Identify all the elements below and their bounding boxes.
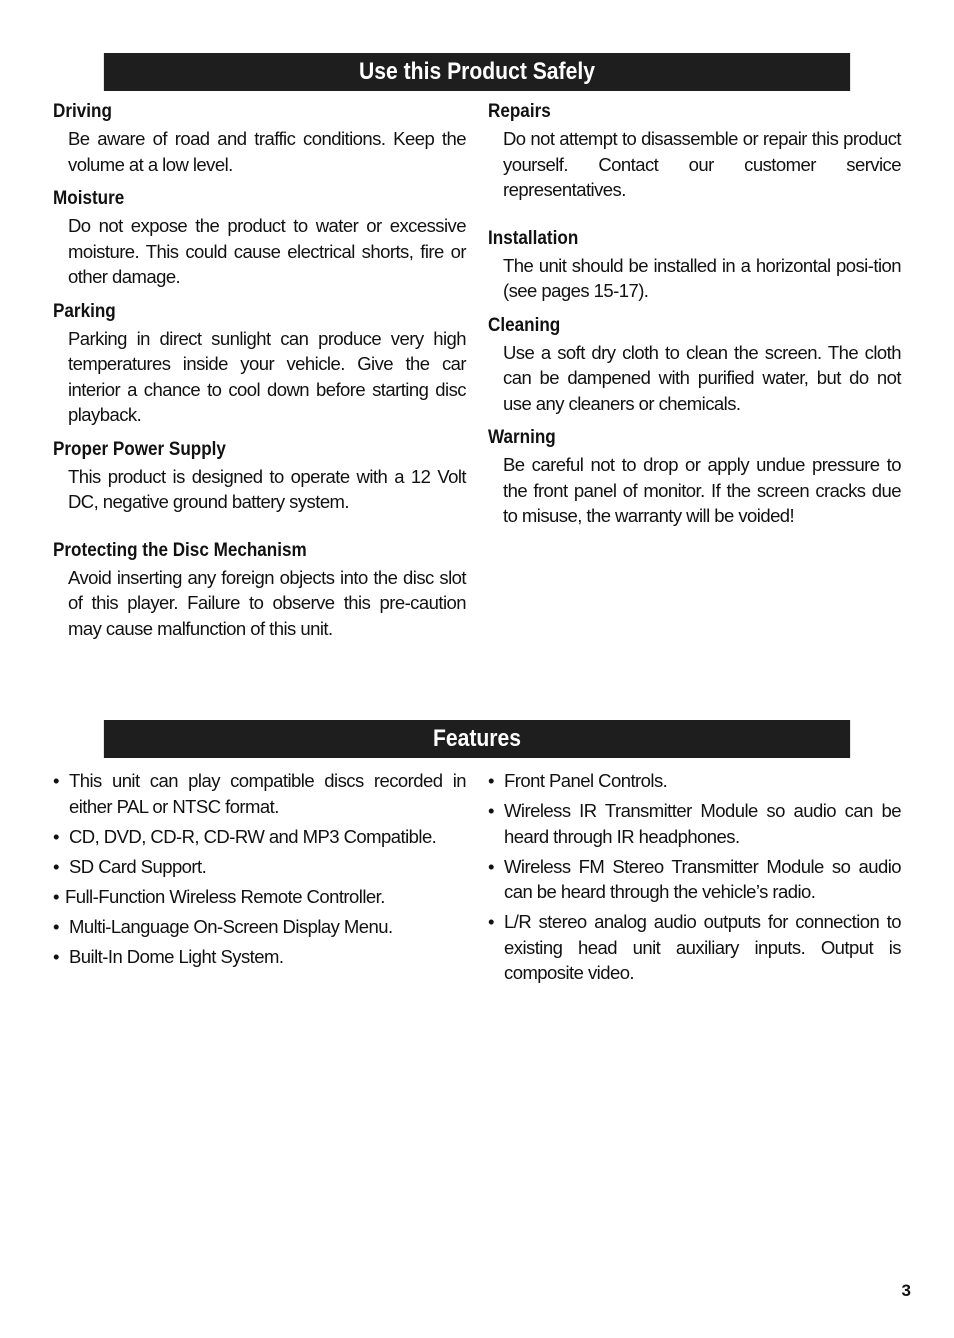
section-title: Protecting the Disc Mechanism [53, 539, 307, 561]
list-item [488, 854, 901, 905]
section-body: Do not expose the product to water or excessive moisture. This could cause electrical shorts, fire or other damage. [68, 215, 466, 287]
moisture-section [53, 188, 466, 290]
feature-text: CD, DVD, CD-R, CD-RW and MP3 Compatible. [69, 825, 437, 847]
bullet-icon: • [53, 945, 59, 967]
section-title: Proper Power Supply [53, 438, 226, 460]
bullet-icon: • [53, 770, 59, 791]
safety-left-column [53, 101, 466, 641]
safety-heading: Use this Product Safely [104, 53, 850, 91]
list-item [488, 798, 901, 849]
disc-mechanism-section [53, 540, 466, 642]
section-body: Be aware of road and traffic conditions. Keep the volume at a low level. [68, 128, 466, 175]
driving-section [53, 101, 466, 177]
section-title: Parking [53, 300, 116, 322]
section-body: Parking in direct sunlight can produce very high temperatures inside your vehicle. Give the car interior a chance to cool down before starting disc playback. [68, 327, 466, 425]
list-item [488, 768, 901, 794]
list-item [53, 884, 466, 910]
section-title: Warning [488, 427, 556, 448]
section-title: Repairs [488, 101, 551, 122]
feature-text: Wireless IR Transmitter Module so audio can be heard through IR headphones. [504, 800, 901, 847]
list-item [53, 824, 466, 850]
features-heading: Features [104, 720, 850, 758]
section-body: Use a soft dry cloth to clean the screen. The cloth can be dampened with purified water, but do not use any cleaners or chemicals. [503, 341, 901, 414]
repairs-section [488, 101, 901, 203]
parking-section [53, 301, 466, 428]
list-item [53, 854, 466, 880]
feature-text: L/R stereo analog audio outputs for connection to existing head unit auxiliary inputs. Output is composite video. [504, 911, 901, 983]
feature-text: Full-Function Wireless Remote Controller. [65, 885, 385, 907]
page-number: 3 [901, 1281, 911, 1300]
safety-right-column [488, 101, 901, 529]
bullet-icon: • [488, 855, 494, 877]
cleaning-section [488, 315, 901, 417]
bullet-icon: • [53, 885, 59, 907]
warning-section [488, 427, 901, 529]
bullet-icon: • [53, 915, 59, 937]
list-item [53, 944, 466, 970]
section-title: Cleaning [488, 314, 561, 336]
installation-section [488, 228, 901, 304]
feature-text: Multi-Language On-Screen Display Menu. [69, 915, 393, 937]
section-body: The unit should be installed in a horizontal posi-tion (see pages 15-17). [503, 254, 901, 301]
bullet-icon: • [488, 770, 494, 791]
list-item [53, 768, 466, 819]
features-list-left [53, 768, 466, 969]
bullet-icon: • [53, 825, 59, 847]
section-title: Installation [488, 227, 579, 249]
power-supply-section [53, 439, 466, 515]
features-left-column [53, 768, 466, 974]
feature-text: Built-In Dome Light System. [69, 945, 284, 967]
features-right-column [488, 768, 901, 990]
section-body: Be careful not to drop or apply undue pressure to the front panel of monitor. If the screen cracks due to misuse, the warranty will be voided! [503, 454, 901, 526]
list-item [53, 914, 466, 940]
section-body: Avoid inserting any foreign objects into the disc slot of this player. Failure to observe this pre-caution may cause malfunction of this unit. [68, 566, 466, 639]
section-title: Driving [53, 101, 112, 122]
bullet-icon: • [488, 911, 494, 932]
feature-text: Front Panel Controls. [504, 770, 668, 791]
bullet-icon: • [488, 800, 494, 821]
features-list-right [488, 768, 901, 986]
section-body: Do not attempt to disassemble or repair this product yourself. Contact our customer service representatives. [503, 128, 901, 200]
bullet-icon: • [53, 855, 59, 877]
section-title: Moisture [53, 188, 125, 209]
section-body: This product is designed to operate with a 12 Volt DC, negative ground battery system. [68, 465, 466, 512]
feature-text: SD Card Support. [69, 855, 207, 877]
feature-text: Wireless FM Stereo Transmitter Module so audio can be heard through the vehicle’s radio. [504, 855, 901, 902]
list-item [488, 909, 901, 986]
feature-text: This unit can play compatible discs recorded in either PAL or NTSC format. [69, 770, 466, 817]
